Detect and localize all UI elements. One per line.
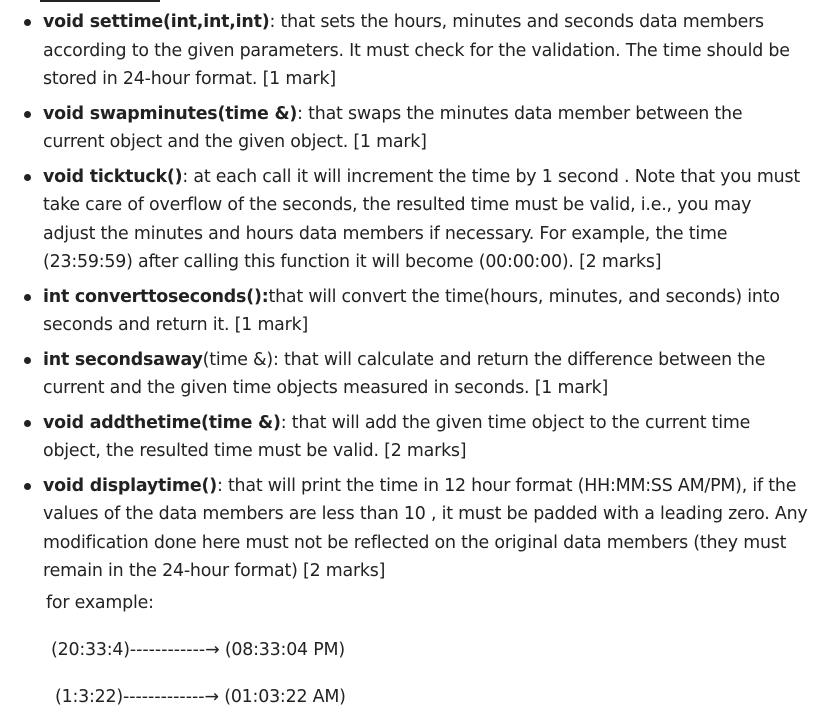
bullet-icon [24,294,31,301]
bullet-icon [24,174,31,181]
bullet-icon [24,357,31,364]
method-signature: int secondsaway [43,349,203,370]
list-item [0,163,820,277]
cut-off-heading-fragment [40,0,160,2]
list-item [0,100,820,157]
method-description: : that will print the time in 12 hour format (HH:MM:SS AM/PM), if the values of the data members are less than 10 , it must be padded with a leading zero. Any modification done here must not be reflected on the original data members (they must remain in the 24-hour format) [2 marks] [43,475,808,581]
method-description: : that will calculate and return the difference between the current and the given time objects measured in seconds. [1 mark] [43,349,766,398]
method-signature: void addthetime(time &) [43,412,281,433]
arrow-icon: → [204,687,219,707]
example-line [55,683,346,711]
method-description: that will convert the time(hours, minutes, and seconds) into seconds and return it. [1 mark] [43,286,780,335]
method-params: (time &) [202,349,273,370]
bullet-icon [24,19,31,26]
method-signature: void swapminutes(time &) [43,103,298,124]
example-input: (20:33:4) [51,640,130,660]
method-description: : that will add the given time object to the current time object, the resulted time must be valid. [2 marks] [43,412,751,461]
method-list [0,8,820,592]
method-signature: int converttoseconds(): [43,286,269,307]
bullet-icon [24,420,31,427]
bullet-icon [24,111,31,118]
method-description: : at each call it will increment the time by 1 second . Note that you must take care of overflow of the seconds, the resulted time must be valid, i.e., you may adjust the minutes and hours data members if necessary. For example, the time (23:59:59) after calling this function it will become (00:00:00). [2 marks] [43,166,800,272]
example-line [51,636,345,664]
example-output: (01:03:22 AM) [224,687,346,707]
method-signature: void displaytime() [43,475,217,496]
method-description: : that sets the hours, minutes and seconds data members according to the given parameters. It must check for the validation. The time should be stored in 24-hour format. [1 mark] [43,12,790,89]
list-item [0,409,820,466]
example-input: (1:3:22) [55,687,123,707]
bullet-icon [24,483,31,490]
list-item [0,346,820,403]
method-signature: void settime(int,int,int) [43,12,270,32]
example-dashes: ------------ [129,640,206,660]
method-description: : that swaps the minutes data member between the current object and the given object. [1 mark] [43,103,743,152]
list-item [0,283,820,340]
example-heading: for example: [46,593,154,613]
arrow-icon: → [205,640,220,660]
method-signature: void ticktuck() [43,166,183,187]
list-item [0,8,820,94]
example-output: (08:33:04 PM) [224,640,345,660]
list-item [0,472,820,586]
example-dashes: ------------- [122,687,205,707]
